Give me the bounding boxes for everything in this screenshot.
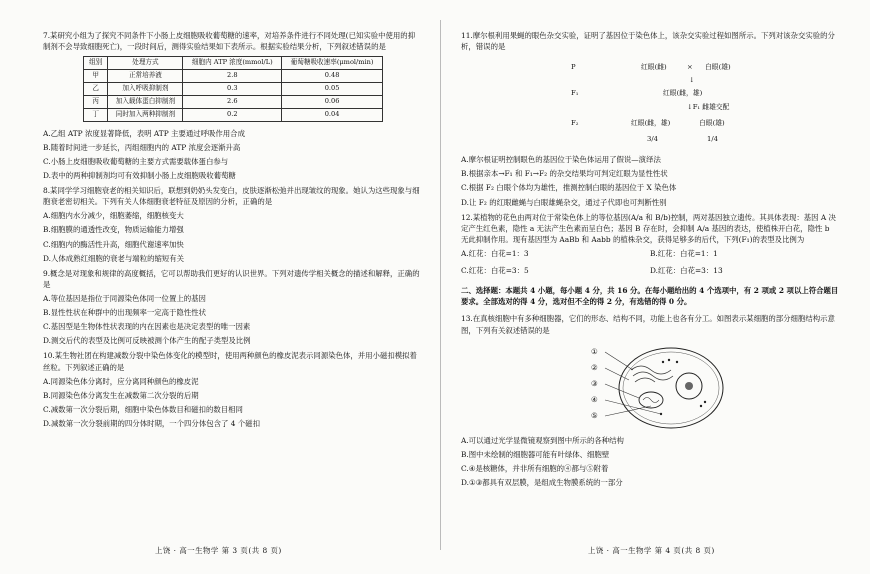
option-d: D.表中的两种抑制剂均可有效抑制小肠上皮细胞吸收葡萄糖 [43,171,236,180]
option-d: D.红花：白花=3：13 [650,266,723,276]
option-b: B.根据亲本→F₁ 和 F₁→F₂ 的杂交结果均可判定红眼为显性性状 [461,169,668,179]
option-b: B.显性性状在种群中的出现频率一定高于隐性性状 [43,308,206,318]
option-c: C.减数第一次分裂后期，细胞中染色体数目和磁扣的数目相同 [43,404,243,414]
table-cell: 加入呼吸抑制剂 [108,83,183,96]
cross-p-male: 白眼(雄) [705,63,731,72]
table-cell: 0.3 [183,83,282,96]
option-d: D.减数第一次分裂前期的四分体时期，一个四分体包含了 4 个磁扣 [43,418,260,428]
table-cell: 乙 [84,83,108,96]
figure-label-5: ⑤ [591,410,598,420]
option-d: D.测交后代的表型及比例可反映被测个体产生的配子类型及比例 [43,336,251,346]
table-cell: 0.2 [183,108,282,121]
option-a: A.细胞内水分减少，细胞萎缩，细胞核变大 [43,211,184,221]
table-row [84,70,383,83]
table-header: 组别 [84,57,108,70]
option-c: C.细胞内的酶活性升高，细胞代谢速率加快 [43,239,184,249]
options-row [461,262,839,279]
option-b: B.细胞膜的通透性改变，物质运输能力增强 [43,225,184,235]
option-c: C.根据 F₂ 白眼个体均为雄性，推测控制白眼的基因位于 X 染色体 [461,183,677,193]
table-cell: 0.04 [282,108,383,121]
option-c: C.红花：白花=3：5 [461,266,529,276]
figure-label-3: ③ [591,378,598,388]
question-13-stem: 13.在真核细胞中有多种细胞器，它们的形态、结构不同，功能上也各有分工。如图表示某细胞的部分细胞结构示意图，下列有关叙述错误的是 [461,314,835,335]
question-8-stem: 8.某同学学习细胞衰老的相关知识后，联想到奶奶头发变白，皮肤逐渐松弛并出现皱纹的现象。她认为这些现象与细胞衰老密切相关。下列有关人体细胞衰老特征及原因的分析，正确的是 [43,186,420,207]
cell-structure-figure [591,340,731,432]
option-b: B.图中未绘制的细胞器可能有叶绿体、细胞壁 [461,449,610,459]
table-cell: 0.05 [282,83,383,96]
question-7-table [83,56,383,121]
question-11-stem: 11.摩尔根利用果蝇的眼色杂交实验，证明了基因位于染色体上，该杂交实验过程如图所示。下列对该杂交实验的分析，错误的是 [461,31,835,52]
cross-f1-phenotype: 红眼(雌，雄) [663,89,703,98]
cross-f1-label: F₁ [571,89,579,98]
table-cell: 2.8 [183,70,282,83]
cross-ratio-white: 1/4 [707,135,718,144]
option-a: A.同源染色体分离时，应分离同种颜色的橡皮泥 [43,376,199,386]
table-cell: 2.6 [183,95,282,108]
table-cell: 丙 [84,95,108,108]
options-row [461,245,839,262]
question-12 [461,212,839,280]
table-cell: 加入载体蛋白抑制剂 [108,95,183,108]
question-7 [43,30,421,181]
table-cell: 0.06 [282,95,383,108]
option-c: C.小肠上皮细胞吸收葡萄糖的主要方式需要载体蛋白参与 [43,156,229,166]
table-row [84,83,383,96]
page-footer-left: 上饶 · 高一生物学 第 3 页(共 8 页) [155,546,282,555]
option-a: A.可以通过光学显微镜观察到图中所示的各种结构 [461,435,624,445]
column-divider [440,20,441,550]
question-9-stem: 9.概念是对现象和规律的高度概括，它可以帮助我们更好的认识世界。下列对遗传学相关概念的描述和解释，正确的是 [43,268,420,289]
option-b: B.同源染色体分离发生在减数第二次分裂的后期 [43,390,199,400]
option-d: D.①③都具有双层膜，是组成生物膜系统的一部分 [461,477,623,487]
table-header: 处理方式 [108,57,183,70]
cross-p-female: 红眼(雌) [641,63,667,72]
option-a: A.红花：白花=1：3 [461,248,529,258]
question-8 [43,185,421,264]
cell-diagram-svg [591,340,731,432]
figure-label-4: ④ [591,394,598,404]
cross-f2-label: F₂ [571,119,579,128]
cross-ratio-red: 3/4 [647,135,658,144]
table-header-row [84,57,383,70]
question-9 [43,268,421,347]
table-cell: 同时加入两种抑制剂 [108,108,183,121]
option-b: B.红花：白花=1：1 [650,248,718,258]
option-d: D.人体成熟红细胞的衰老与端粒的缩短有关 [43,253,185,263]
page-footer-right: 上饶 · 高一生物学 第 4 页(共 8 页) [588,546,715,555]
option-a: A.等位基因是指位于同源染色体同一位置上的基因 [43,293,206,303]
option-c: C.基因型是生物体性状表现的内在因素也是决定表型的唯一因素 [43,322,251,332]
option-c: C.④是核糖体，并非所有细胞的④都与⑤附着 [461,463,609,473]
option-a: A.摩尔根证明控制眼色的基因位于染色体运用了假说—演绎法 [461,155,661,165]
table-cell: 正常培养液 [108,70,183,83]
section-heading: 二、选择题：本题共 4 小题，每小题 4 分，共 16 分。在每小题给出的 4 个选项中，有 2 项或 2 项以上符合题目要求。全部选对的得 4 分，选对但不全的得 2 分，有选错的得 0 分。 [461,286,839,307]
cross-diagram [461,58,839,150]
figure-label-2: ② [591,362,598,372]
option-b: B.随着时间进一步延长，丙组细胞内的 ATP 浓度会逐渐升高 [43,142,241,152]
table-row [84,95,383,108]
cross-times: × [687,63,693,72]
figure-label-1: ① [591,346,598,356]
table-row [84,108,383,121]
table-cell: 0.48 [282,70,383,83]
cross-p-label: P [571,63,576,72]
cross-arrow: ↓ [689,76,695,85]
question-10-stem: 10.某生物社团在构建减数分裂中染色体变化的模型时，使用两种颜色的橡皮泥表示同源染色体，并用小磁扣模拟着丝粒。下列叙述正确的是 [43,351,417,372]
right-column [461,30,839,492]
question-10 [43,350,421,429]
question-11 [461,30,839,208]
left-column [43,30,421,433]
cross-f1-mating: ↓F₁ 雌雄交配 [687,103,730,112]
question-12-stem: 12.某植物的花色由两对位于常染色体上的等位基因(A/a 和 B/b)控制，两对基因独立遗传。其具体表现：基因 A 决定产生红色素，隐性 a 无法产生色素而呈白色；基因 B 存在时，会抑制 A/a 基因的表达，使植株开白花，隐性 b 无此抑制作用。现有基因型为 AaBb 和 Aabb 的植株杂交，获得足够多的后代，下列(F₁)的表型及比例为 [461,212,836,244]
table-header: 细胞内 ATP 浓度(mmol/L) [183,57,282,70]
question-13 [461,313,839,488]
question-7-stem: 7.某研究小组为了探究不同条件下小肠上皮细胞吸收葡萄糖的速率，对培养条件进行不同处理(已知实验中使用的抑制剂不会导致细胞死亡)，一段时间后，测得实验结果如下表所示。根据实验结果分析，下列叙述错误的是 [43,31,416,52]
table-cell: 丁 [84,108,108,121]
cross-f2-red: 红眼(雌，雄) [631,119,671,128]
option-a: A.乙组 ATP 浓度显著降低，表明 ATP 主要通过呼吸作用合成 [43,128,245,138]
table-cell: 甲 [84,70,108,83]
option-d: D.让 F₂ 的红眼雌蝇与白眼雄蝇杂交，通过子代即也可判断性别 [461,197,667,207]
table-header: 葡萄糖吸收速率(μmol/min) [282,57,383,70]
cross-f2-white: 白眼(雄) [699,119,725,128]
